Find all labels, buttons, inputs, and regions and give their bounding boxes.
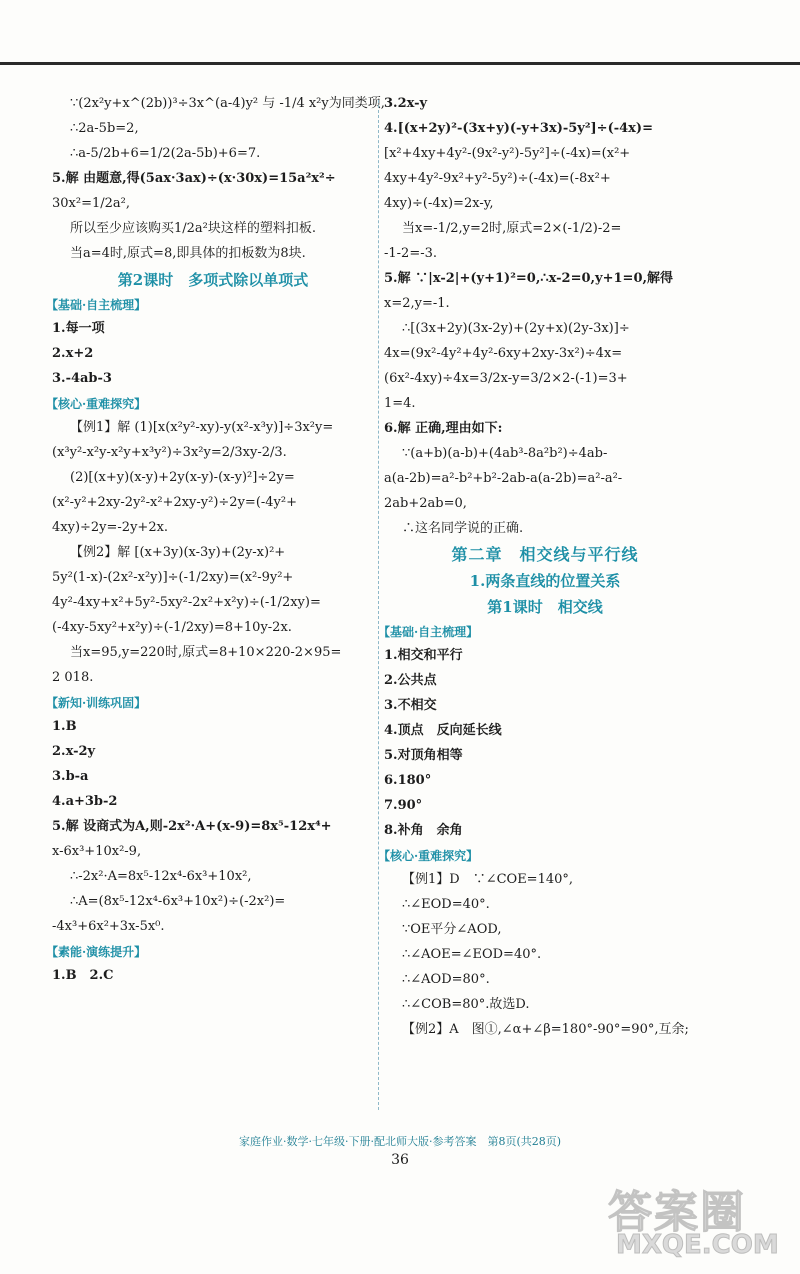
answer-line: 5.解 设商式为A,则-2x²·A+(x-9)=8x⁵-12x⁴+: [52, 819, 332, 834]
answer-line: 当x=-1/2,y=2时,原式=2×(-1/2)-2=: [402, 221, 622, 236]
answer-line: 1.B 2.C: [52, 968, 114, 983]
column-divider: [378, 100, 379, 1110]
answer-line: 3.b-a: [52, 769, 89, 784]
answer-line: ∴∠AOE=∠EOD=40°.: [402, 947, 542, 962]
section-title: 第2课时 多项式除以单项式: [117, 271, 309, 289]
section-title: 第二章 相交线与平行线: [451, 545, 639, 564]
answer-line: 2.x+2: [52, 346, 94, 361]
answer-line: 5.解 由题意,得(5ax·3ax)÷(x·30x)=15a²x²÷: [52, 171, 336, 186]
answer-line: [x²+4xy+4y²-(9x²-y²)-5y²]÷(-4x)=(x²+: [384, 146, 631, 161]
answer-line: 【例2】解 [(x+3y)(x-3y)+(2y-x)²+: [70, 545, 286, 560]
answer-line: 2 018.: [52, 670, 94, 685]
section-title: 1.两条直线的位置关系: [469, 572, 621, 590]
answer-line: 6.解 正确,理由如下:: [384, 421, 503, 436]
answer-line: 1.每一项: [52, 321, 105, 336]
top-rule: [0, 62, 800, 65]
answer-line: 5.解 ∵|x-2|+(y+1)²=0,∴x-2=0,y+1=0,解得: [384, 271, 674, 286]
answer-line: ∴∠COB=80°.故选D.: [402, 997, 530, 1012]
answer-line: 所以至少应该购买1/2a²块这样的塑料扣板.: [70, 221, 317, 236]
answer-line: 4xy)÷2y=-2y+2x.: [52, 520, 169, 535]
answer-line: 3.2x-y: [384, 96, 428, 111]
answer-line: 4.顶点 反向延长线: [384, 723, 502, 738]
section-tag: 【核心·重难探究】: [378, 849, 479, 863]
watermark-url: MXQE.COM: [616, 1230, 779, 1260]
page-number: 36: [391, 1152, 409, 1168]
answer-line: 2.公共点: [384, 673, 437, 688]
answer-line: ∴2a-5b=2,: [70, 121, 139, 136]
answer-line: 3.不相交: [384, 698, 437, 713]
answer-line: 5y²(1-x)-(2x²-x²y)]÷(-1/2xy)=(x²-9y²+: [52, 570, 294, 585]
answer-line: 1=4.: [384, 396, 416, 411]
answer-line: 【例1】解 (1)[x(x²y²-xy)-y(x²-x³y)]÷3x²y=: [70, 420, 334, 435]
left-column: [46, 96, 385, 993]
answer-line: a(a-2b)=a²-b²+b²-2ab-a(a-2b)=a²-a²-: [384, 471, 623, 486]
answer-line: 4x=(9x²-4y²+4y²-6xy+2xy-3x²)÷4x=: [384, 346, 623, 361]
page-footer: 家庭作业·数学·七年级·下册·配北师大版·参考答案 第8页(共28页): [238, 1135, 562, 1148]
answer-line: (2)[(x+y)(x-y)+2y(x-y)-(x-y)²]÷2y=: [70, 470, 295, 485]
right-column: [378, 96, 706, 1047]
section-tag: 【基础·自主梳理】: [46, 298, 147, 312]
answer-line: 4.a+3b-2: [52, 794, 118, 809]
answer-line: ∴∠EOD=40°.: [402, 897, 490, 912]
section-tag: 【核心·重难探究】: [46, 397, 147, 411]
answer-line: ∴∠AOD=80°.: [402, 972, 490, 987]
answer-line: 4y²-4xy+x²+5y²-5xy²-2x²+x²y)÷(-1/2xy)=: [52, 595, 321, 610]
watermark-text: 答案圈: [608, 1187, 746, 1238]
answer-line: ∵(2x²y+x^(2b))³÷3x^(a-4)y² 与 -1/4 x²y为同类项,: [70, 96, 385, 111]
answer-line: ∴-2x²·A=8x⁵-12x⁴-6x³+10x²,: [70, 869, 252, 884]
answer-line: 2ab+2ab=0,: [384, 496, 467, 511]
answer-line: -4x³+6x²+3x-5x⁰.: [52, 919, 165, 934]
answer-line: 3.-4ab-3: [52, 371, 112, 386]
answer-line: 1.B: [52, 719, 77, 734]
answer-line: (6x²-4xy)÷4x=3/2x-y=3/2×2-(-1)=3+: [384, 371, 628, 386]
answer-line: 4.[(x+2y)²-(3x+y)(-y+3x)-5y²]÷(-4x)=: [384, 121, 653, 136]
answer-line: 5.对顶角相等: [384, 748, 463, 763]
watermark-logo: [608, 1176, 788, 1266]
answer-line: 2.x-2y: [52, 744, 96, 759]
section-tag: 【基础·自主梳理】: [378, 625, 479, 639]
answer-line: ∴[(3x+2y)(3x-2y)+(2y+x)(2y-3x)]÷: [402, 321, 630, 336]
answer-line: 4xy)÷(-4x)=2x-y,: [384, 196, 494, 211]
section-title: 第1课时 相交线: [487, 598, 603, 616]
answer-line: 【例1】D ∵∠COE=140°,: [402, 872, 574, 887]
answer-line: (x²-y²+2xy-2y²-x²+2xy-y²)÷2y=(-4y²+: [52, 495, 298, 510]
answer-line: 7.90°: [384, 798, 423, 813]
answer-line: ∵OE平分∠AOD,: [402, 922, 502, 937]
answer-line: 当x=95,y=220时,原式=8+10×220-2×95=: [70, 645, 342, 660]
answer-line: 【例2】A 图①,∠α+∠β=180°-90°=90°,互余;: [402, 1022, 689, 1037]
answer-line: ∴这名同学说的正确.: [402, 521, 524, 536]
section-tag: 【素能·演练提升】: [46, 945, 147, 959]
answer-line: ∴a-5/2b+6=1/2(2a-5b)+6=7.: [70, 146, 261, 161]
answer-line: (-4xy-5xy²+x²y)÷(-1/2xy)=8+10y-2x.: [52, 620, 292, 635]
answer-line: 6.180°: [384, 773, 432, 788]
answer-line: 4xy+4y²-9x²+y²-5y²)÷(-4x)=(-8x²+: [384, 171, 611, 186]
answer-line: 1.相交和平行: [384, 648, 463, 663]
answer-line: 8.补角 余角: [384, 823, 463, 838]
answer-line: -1-2=-3.: [384, 246, 438, 261]
answer-line: (x³y²-x²y-x²y+x³y²)÷3x²y=2/3xy-2/3.: [52, 445, 287, 460]
answer-line: x=2,y=-1.: [384, 296, 450, 311]
answer-line: 当a=4时,原式=8,即具体的扣板数为8块.: [70, 246, 306, 261]
answer-line: ∴A=(8x⁵-12x⁴-6x³+10x²)÷(-2x²)=: [70, 894, 286, 909]
answer-line: 30x²=1/2a²,: [52, 196, 130, 211]
answer-line: ∵(a+b)(a-b)+(4ab³-8a²b²)÷4ab-: [402, 446, 608, 461]
section-tag: 【新知·训练巩固】: [46, 696, 147, 710]
answer-line: x-6x³+10x²-9,: [52, 844, 142, 859]
